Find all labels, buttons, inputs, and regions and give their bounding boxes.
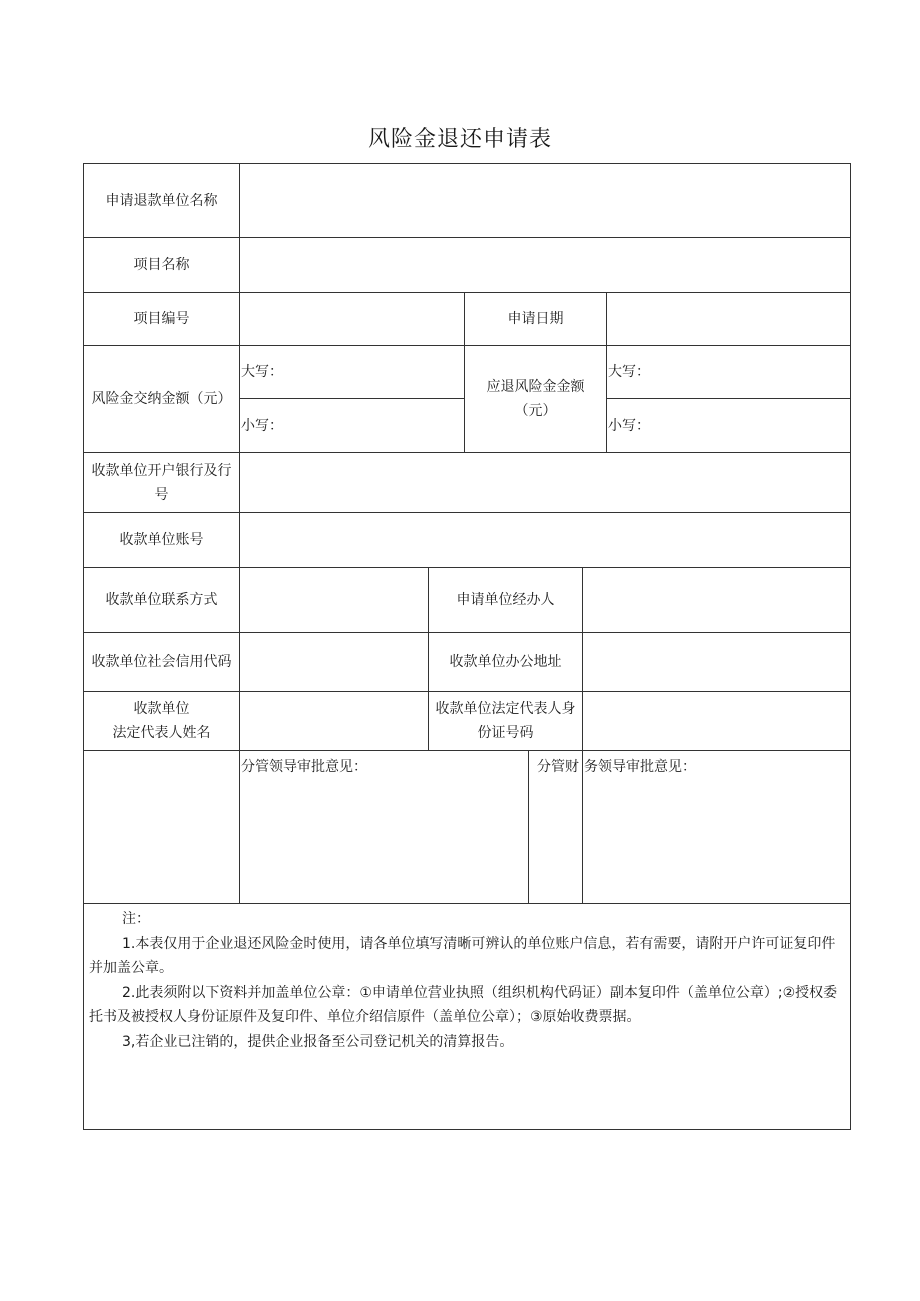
notes-section: [84, 904, 850, 1129]
input-applicant-unit-name[interactable]: [240, 164, 850, 238]
input-legal-rep-id[interactable]: [583, 692, 850, 751]
label-deposit-paid-amount: 风险金交纳金额（元）: [84, 346, 240, 453]
input-project-name[interactable]: [240, 238, 850, 293]
notes-heading: 注：: [122, 911, 150, 927]
label-apply-date: 申请日期: [465, 293, 607, 346]
input-refund-amount-upper[interactable]: 大写：: [607, 346, 850, 399]
input-office-address[interactable]: [583, 633, 850, 692]
finance-opinion-label-a: 分管财: [529, 751, 583, 904]
input-legal-rep-name[interactable]: [240, 692, 429, 751]
note-item-1: 1.本表仅用于企业退还风险金时使用，请各单位填写清晰可辨认的单位账户信息，若有需要，请附开户许可证复印件并加盖公章。: [89, 935, 836, 977]
label-account: 收款单位账号: [84, 513, 240, 568]
input-contact[interactable]: [240, 568, 429, 633]
finance-opinion-box[interactable]: 务领导审批意见：: [583, 751, 850, 904]
input-account[interactable]: [240, 513, 850, 568]
label-credit-code: 收款单位社会信用代码: [84, 633, 240, 692]
label-handler: 申请单位经办人: [429, 568, 583, 633]
blank-cell: [84, 751, 240, 904]
label-office-address: 收款单位办公地址: [429, 633, 583, 692]
input-project-number[interactable]: [240, 293, 465, 346]
input-credit-code[interactable]: [240, 633, 429, 692]
label-refund-amount: 应退风险金金额 （元）: [465, 346, 607, 453]
input-paid-amount-lower[interactable]: 小写：: [240, 399, 465, 453]
label-legal-rep-id: 收款单位法定代表人身 份证号码: [429, 692, 583, 751]
note-item-2: 2.此表须附以下资料并加盖单位公章：①申请单位营业执照（组织机构代码证）副本复印件（盖单位公章）;②授权委托书及被授权人身份证原件及复印件、单位介绍信原件（盖单位公章）；③原始收费票据。: [89, 984, 838, 1026]
page-title: 风险金退还申请表: [367, 127, 552, 152]
input-bank[interactable]: [240, 453, 850, 513]
label-legal-rep-name: 收款单位 法定代表人姓名: [84, 692, 240, 751]
input-apply-date[interactable]: [607, 293, 850, 346]
label-bank: 收款单位开户银行及行 号: [84, 453, 240, 513]
input-paid-amount-upper[interactable]: 大写：: [240, 346, 465, 399]
input-refund-amount-lower[interactable]: 小写：: [607, 399, 850, 453]
note-item-3: 3,若企业已注销的，提供企业报备至公司登记机关的清算报告。: [122, 1033, 514, 1050]
label-applicant-unit-name: 申请退款单位名称: [84, 164, 240, 238]
refund-application-form: [83, 163, 851, 1130]
label-contact: 收款单位联系方式: [84, 568, 240, 633]
label-project-name: 项目名称: [84, 238, 240, 293]
label-project-number: 项目编号: [84, 293, 240, 346]
leader-opinion-box[interactable]: 分管领导审批意见：: [240, 751, 529, 904]
input-handler[interactable]: [583, 568, 850, 633]
